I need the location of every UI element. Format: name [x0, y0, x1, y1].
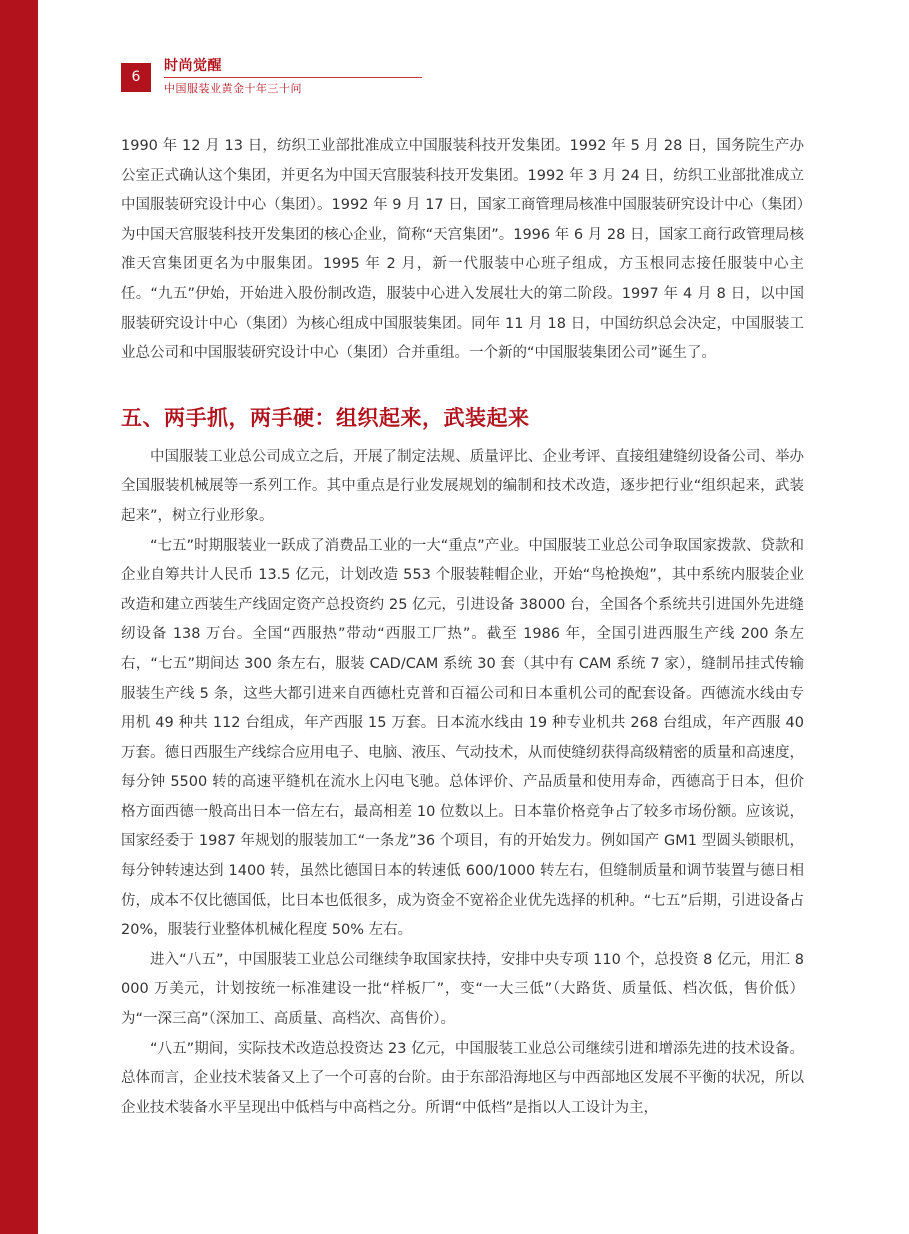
running-header-subtitle: 中国服装业黄金十年三十问 [164, 82, 302, 95]
body-paragraph: 中国服装工业总公司成立之后，开展了制定法规、质量评比、企业考评、直接组建缝纫设备公司、举办全国服装机械展等一系列工作。其中重点是行业发展规划的编制和技术改造，逐步把行业“组织起来，武装起来”，树立行业形象。 [121, 448, 804, 524]
running-header-title: 时尚觉醒 [164, 58, 222, 74]
body-paragraph: “七五”时期服装业一跃成了消费品工业的一大“重点”产业。中国服装工业总公司争取国家拨款、贷款和企业自筹共计人民币 13.5 亿元，计划改造 553 个服装鞋帽企业，开始“鸟枪换炮”，其中系统内服装企业改造和建立西装生产线固定资产总投资约 25 亿元，引进设备 38000 台，全国各个系统共引进国外先进缝纫设备 138 万台。全国“西服热”带动“西服工厂热”。截至 1986 年，全国引进西服生产线 200 条左右，“七五”期间达 300 条左右，服装 CAD/CAM 系统 30 套（其中有 CAM 系统 7 家），缝制吊挂式传输服装生产线 5 条，这些大都引进来自西德杜克普和百福公司和日本重机公司的配套设备。西德流水线由专用机 49 种共 112 台组成，年产西服 15 万套。日本流水线由 19 种专业机共 268 台组成，年产西服 40 万套。德日西服生产线综合应用电子、电脑、液压、气动技术，从而使缝纫获得高级精密的质量和高速度，每分钟 5500 转的高速平缝机在流水上闪电飞驰。总体评价、产品质量和使用寿命，西德高于日本，但价格方面西德一般高出日本一倍左右，最高相差 10 位数以上。日本靠价格竞争占了较多市场份额。应该说，国家经委于 1987 年规划的服装加工“一条龙”36 个项目，有的开始发力。例如国产 GM1 型圆头锁眼机，每分钟转速达到 1400 转，虽然比德国日本的转速低 600/1000 转左右，但缝制质量和调节装置与德日相仿，成本不仅比德国低，比日本也低很多，成为资金不宽裕企业优先选择的机种。“七五”后期，引进设备占 20%，服装行业整体机械化程度 50% 左右。 [121, 537, 804, 939]
page-body [121, 132, 804, 1123]
section-heading: 五、两手抓，两手硬：组织起来，武装起来 [121, 405, 530, 430]
body-paragraph: 进入“八五”，中国服装工业总公司继续争取国家扶持，安排中央专项 110 个，总投资 8 亿元，用汇 8 000 万美元，计划按统一标准建设一批“样板厂”，变“一大三低”（大路货、质量低、档次低，售价低）为“一深三高”（深加工、高质量、高档次、高售价）。 [121, 951, 804, 1028]
page-number: 6 [121, 63, 151, 92]
body-paragraph: 1990 年 12 月 13 日，纺织工业部批准成立中国服装科技开发集团。1992 年 5 月 28 日，国务院生产办公室正式确认这个集团，并更名为中国天宫服装科技开发集团。1992 年 3 月 24 日，纺织工业部批准成立中国服装研究设计中心（集团）。1992 年 9 月 17 日，国家工商管理局核准中国服装研究设计中心（集团）为中国天宫服装科技开发集团的核心企业，简称“天宫集团”。1996 年 6 月 28 日，国家工商行政管理局核准天宫集团更名为中服集团。1995 年 2 月，新一代服装中心班子组成，方玉根同志接任服装中心主任。“九五”伊始，开始进入股份制改造，服装中心进入发展壮大的第二阶段。1997 年 4 月 8 日，以中国服装研究设计中心（集团）为核心组成中国服装集团。同年 11 月 18 日，中国纺织总会决定，中国服装工业总公司和中国服装研究设计中心（集团）合并重组。一个新的“中国服装集团公司”诞生了。 [121, 138, 804, 362]
header-divider [164, 77, 422, 78]
body-paragraph: “八五”期间，实际技术改造总投资达 23 亿元，中国服装工业总公司继续引进和增添先进的技术设备。总体而言，企业技术装备又上了一个可喜的台阶。由于东部沿海地区与中西部地区发展不平衡的状况，所以企业技术装备水平呈现出中低档与中高档之分。所谓“中低档”是指以人工设计为主， [121, 1040, 804, 1116]
left-margin-band [0, 0, 38, 1234]
